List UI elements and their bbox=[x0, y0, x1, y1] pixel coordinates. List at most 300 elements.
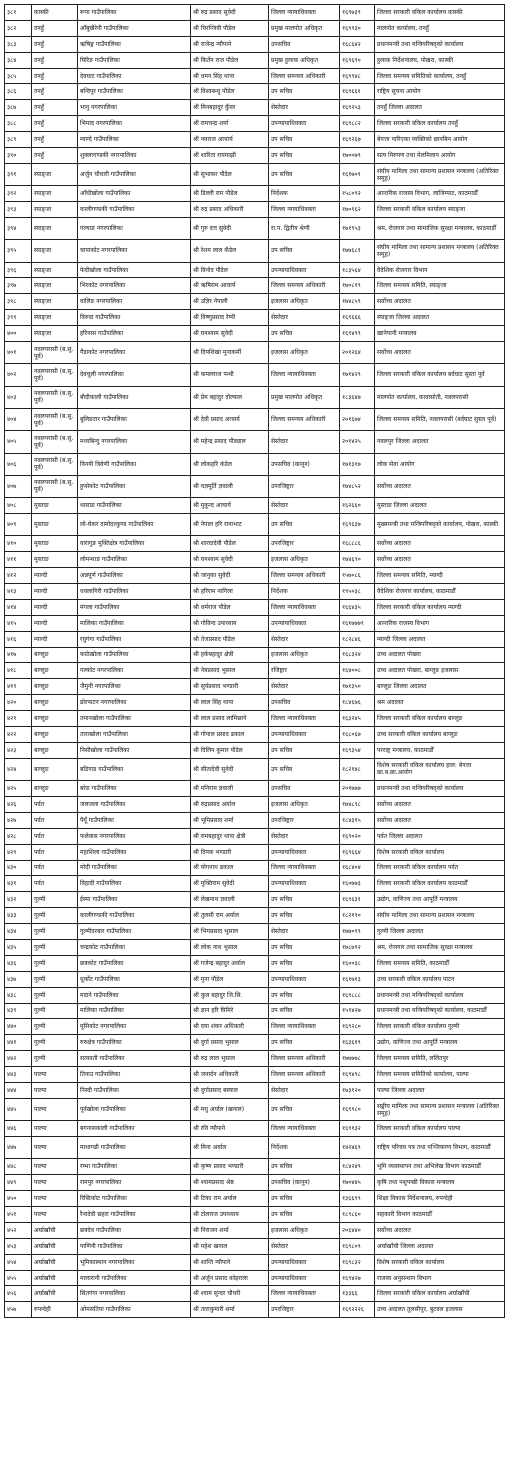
position-cell: उप सचिव bbox=[269, 240, 340, 262]
officer-name-cell: श्री मिना अर्याल bbox=[191, 1137, 269, 1159]
serial-number-cell: ४१२ bbox=[5, 568, 32, 584]
serial-number-cell: ४५६ bbox=[5, 1286, 32, 1302]
office-cell: लोक सेवा आयोग bbox=[375, 453, 505, 475]
employee-id-cell: १६९६६६ bbox=[340, 310, 375, 326]
office-cell: भूमि व्यवस्थापन तथा अभिलेख विभाग काठमाडौँ bbox=[375, 1159, 505, 1175]
serial-number-cell: ४२७ bbox=[5, 812, 32, 828]
table-row bbox=[5, 408, 505, 430]
serial-number-cell: ४३५ bbox=[5, 939, 32, 955]
officer-name-cell: श्री देवी प्रसाद आचार्य bbox=[191, 408, 269, 430]
office-cell: प्रधानमन्त्री तथा मन्त्रिपरिषद्को कार्यालय, काठमाडौँ bbox=[375, 1003, 505, 1019]
office-cell: जिल्ला समन्वय समिति, काठमाडौँ bbox=[375, 955, 505, 971]
district-cell: बाग्लुङ bbox=[32, 663, 78, 679]
table-row bbox=[5, 955, 505, 971]
position-cell: सेस्तेदार bbox=[269, 1082, 340, 1098]
officer-name-cell: श्री मिनबहादुर कुँवर bbox=[191, 100, 269, 116]
district-cell: तनहुँ bbox=[32, 20, 78, 36]
table-row bbox=[5, 240, 505, 262]
district-cell: गुल्मी bbox=[32, 1051, 78, 1067]
officer-name-cell: श्री रामबहादुर थापा क्षेत्री bbox=[191, 828, 269, 844]
office-cell: जिल्ला समन्वय समितिको कार्यालय, तनहुँ bbox=[375, 68, 505, 84]
position-cell: उप सचिव bbox=[269, 892, 340, 908]
employee-id-cell: १६९९४८ bbox=[340, 68, 375, 84]
position-cell: उपसचिव bbox=[269, 36, 340, 52]
table-row bbox=[5, 1051, 505, 1067]
officer-name-cell: श्री शारदादेवी पौडेल bbox=[191, 536, 269, 552]
position-cell: सेस्तेदार bbox=[269, 828, 340, 844]
table-row bbox=[5, 1121, 505, 1137]
officer-name-cell: श्री राजेन्द्र न्यौपाने bbox=[191, 36, 269, 52]
office-cell: सत्य निरुपण तथा मेलमिलाप आयोग bbox=[375, 148, 505, 164]
employee-id-cell: १६१७०१ bbox=[340, 163, 375, 185]
position-cell: जिल्ला न्यायाधिवक्ता bbox=[269, 1286, 340, 1302]
district-cell: पर्वत bbox=[32, 796, 78, 812]
position-cell: सेस्तेदार bbox=[269, 498, 340, 514]
serial-number-cell: ४२९ bbox=[5, 844, 32, 860]
office-cell: सर्वोच्च अदालत bbox=[375, 812, 505, 828]
district-cell: मुस्ताङ bbox=[32, 514, 78, 536]
local-body-cell: रैनादेवी छहरा गाउँपालिका bbox=[78, 1207, 191, 1223]
officer-name-cell: श्री रेशम लाल कँडेल bbox=[191, 240, 269, 262]
local-body-cell: मालिका गाउँपालिका bbox=[78, 1003, 191, 1019]
table-row bbox=[5, 52, 505, 68]
district-cell: गुल्मी bbox=[32, 1035, 78, 1051]
serial-number-cell: ३८३ bbox=[5, 36, 32, 52]
office-cell: जिल्ला सरकारी वकिल कार्यालय गुल्मी bbox=[375, 1019, 505, 1035]
district-cell: स्याङ्जा bbox=[32, 326, 78, 342]
employee-id-cell: १८२८४६ bbox=[340, 631, 375, 647]
serial-number-cell: ४३२ bbox=[5, 892, 32, 908]
local-body-cell: मध्यबिन्दु नगरपालिका bbox=[78, 431, 191, 453]
district-cell: गुल्मी bbox=[32, 924, 78, 940]
table-row bbox=[5, 615, 505, 631]
employee-id-cell: १५८०९२ bbox=[340, 186, 375, 202]
officer-name-cell: श्री भूमिप्रसाद शर्मा bbox=[191, 812, 269, 828]
district-cell: बाग्लुङ bbox=[32, 781, 78, 797]
district-cell: पाल्पा bbox=[32, 1191, 78, 1207]
table-row bbox=[5, 908, 505, 924]
serial-number-cell: ४४४ bbox=[5, 1082, 32, 1098]
local-body-cell: निसीखोला गाउँपालिका bbox=[78, 742, 191, 758]
table-row bbox=[5, 1207, 505, 1223]
table-row bbox=[5, 758, 505, 780]
local-body-cell: फेदीखोला गाउँपालिका bbox=[78, 262, 191, 278]
officer-name-cell: श्री गोविन्द उपाध्याय bbox=[191, 615, 269, 631]
employee-id-cell: १७१९५३ bbox=[340, 217, 375, 239]
position-cell: उप सचिव bbox=[269, 148, 340, 164]
office-cell: हुलाक निर्देशनालय, पोखरा, कास्की bbox=[375, 52, 505, 68]
district-cell: पर्वत bbox=[32, 876, 78, 892]
local-body-cell: भिरकोट नगरपालिका bbox=[78, 278, 191, 294]
officer-name-cell: श्री गुरु दत्त सुवेदी bbox=[191, 217, 269, 239]
office-cell: तनहुँ जिल्ला अदालत bbox=[375, 100, 505, 116]
district-cell: म्याग्दी bbox=[32, 631, 78, 647]
table-row bbox=[5, 631, 505, 647]
serial-number-cell: ३८६ bbox=[5, 84, 32, 100]
local-body-cell: रिब्दिकोट गाउँपालिका bbox=[78, 1191, 191, 1207]
district-cell: म्याग्दी bbox=[32, 583, 78, 599]
serial-number-cell: ३८८ bbox=[5, 116, 32, 132]
office-cell: वैदेशिक रोजगार विभाग bbox=[375, 262, 505, 278]
employee-id-cell: १६९४२७ bbox=[340, 1270, 375, 1286]
office-cell: जिल्ला सरकारी वकिल कार्यालय तनहुँ bbox=[375, 116, 505, 132]
officer-name-cell: श्री लेखनाथ ज्ञवाली bbox=[191, 892, 269, 908]
officer-name-cell: श्री लाल प्रसाद लामिछाने bbox=[191, 711, 269, 727]
local-body-cell: ओमसतिया गाउँपालिका bbox=[78, 1302, 191, 1318]
officer-name-cell: श्री डिल्ली राम पौडेल bbox=[191, 186, 269, 202]
table-row bbox=[5, 1019, 505, 1035]
position-cell: उपरजिष्ट्रार bbox=[269, 1302, 340, 1318]
position-cell: उपन्यायाधिवक्ता bbox=[269, 262, 340, 278]
employee-id-cell: १७७६८१ bbox=[340, 240, 375, 262]
district-cell: पाल्पा bbox=[32, 1207, 78, 1223]
serial-number-cell: ४१९ bbox=[5, 679, 32, 695]
employee-id-cell: २०१६७४ bbox=[340, 408, 375, 430]
office-cell: सर्वोच्च अदालत bbox=[375, 552, 505, 568]
position-cell: जिल्ला समन्वय अधिकारी bbox=[269, 1067, 340, 1083]
employee-id-cell: १३३६६ bbox=[340, 1286, 375, 1302]
officer-name-cell: श्री अर्जुन प्रसाद कोइराला bbox=[191, 1270, 269, 1286]
position-cell: जिल्ला न्यायाधिवक्ता bbox=[269, 202, 340, 218]
employee-id-cell: १६९२६७ bbox=[340, 132, 375, 148]
table-row bbox=[5, 36, 505, 52]
employee-id-cell: १७३१२० bbox=[340, 1082, 375, 1098]
table-row bbox=[5, 514, 505, 536]
district-cell: पाल्पा bbox=[32, 1121, 78, 1137]
local-body-cell: घिरिङ गाउँपालिका bbox=[78, 52, 191, 68]
district-cell: पाल्पा bbox=[32, 1137, 78, 1159]
office-cell: जिल्ला सरकारी वकिल कार्यालय काठमाडौँ bbox=[375, 876, 505, 892]
position-cell: इजलास अधिकृत bbox=[269, 796, 340, 812]
district-cell: कास्की bbox=[32, 5, 78, 21]
office-cell: संघीय मामिला तथा सामान्य प्रशासन मन्त्रालय (अतिरिक्त समूह) bbox=[375, 163, 505, 185]
serial-number-cell: ४१० bbox=[5, 536, 32, 552]
table-row bbox=[5, 1159, 505, 1175]
officer-name-cell: श्री रवि न्यौपाने bbox=[191, 1121, 269, 1137]
office-cell: सर्वोच्च अदालत bbox=[375, 475, 505, 497]
employee-id-cell: २०१२६४ bbox=[340, 342, 375, 364]
office-cell: मुख्यमन्त्री तथा मन्त्रिपरिषद्को कार्यालय, पोखरा, कास्की bbox=[375, 514, 505, 536]
serial-number-cell: ४२८ bbox=[5, 828, 32, 844]
local-body-cell: जलजला गाउँपालिका bbox=[78, 796, 191, 812]
district-cell: अर्घाखाँची bbox=[32, 1286, 78, 1302]
local-body-cell: सत्यवती गाउँपालिका bbox=[78, 1051, 191, 1067]
employee-id-cell: १६९६९० bbox=[340, 52, 375, 68]
local-body-cell: बुलिङटार गाउँपालिका bbox=[78, 408, 191, 430]
officer-name-cell: श्री विश्वबन्धु पौडेल bbox=[191, 84, 269, 100]
serial-number-cell: ३९८ bbox=[5, 294, 32, 310]
position-cell: उपन्यायाधिवक्ता bbox=[269, 1270, 340, 1286]
table-row bbox=[5, 971, 505, 987]
employee-id-cell: १६९२८० bbox=[340, 1019, 375, 1035]
table-row bbox=[5, 278, 505, 294]
serial-number-cell: ४३९ bbox=[5, 1003, 32, 1019]
serial-number-cell: ४०६ bbox=[5, 453, 32, 475]
local-body-cell: छत्रकोट गाउँपालिका bbox=[78, 955, 191, 971]
employee-id-cell: १६१७७७९ bbox=[340, 615, 375, 631]
position-cell: इजलास अधिकृत bbox=[269, 552, 340, 568]
local-body-cell: मुसिकोट नगरपालिका bbox=[78, 1019, 191, 1035]
officer-name-cell: श्री लाल सिंह थापा bbox=[191, 695, 269, 711]
officer-name-cell: श्री जनार्दन अधिकारी bbox=[191, 1067, 269, 1083]
table-row bbox=[5, 844, 505, 860]
serial-number-cell: ४०४ bbox=[5, 408, 32, 430]
table-row bbox=[5, 663, 505, 679]
table-row bbox=[5, 100, 505, 116]
table-row bbox=[5, 742, 505, 758]
position-cell: उपसचिव bbox=[269, 695, 340, 711]
local-body-cell: चापाकोट नगरपालिका bbox=[78, 240, 191, 262]
position-cell: जिल्ला समन्वय अधिकारी bbox=[269, 408, 340, 430]
local-body-cell: भानु नगरपालिका bbox=[78, 100, 191, 116]
serial-number-cell: ३९६ bbox=[5, 262, 32, 278]
district-cell: बाग्लुङ bbox=[32, 742, 78, 758]
district-cell: स्याङ्जा bbox=[32, 262, 78, 278]
table-row bbox=[5, 294, 505, 310]
position-cell: उप सचिव bbox=[269, 987, 340, 1003]
office-cell: म्याग्दी जिल्ला अदालत bbox=[375, 631, 505, 647]
local-body-cell: सितगंगा नगरपालिका bbox=[78, 1286, 191, 1302]
table-row bbox=[5, 679, 505, 695]
employee-id-cell: १६९२५३ bbox=[340, 100, 375, 116]
position-cell: उप सचिव bbox=[269, 132, 340, 148]
table-row bbox=[5, 364, 505, 386]
officer-name-cell: श्री रुद्र प्रसाद अधिकारी bbox=[191, 202, 269, 218]
position-cell: उप सचिव bbox=[269, 742, 340, 758]
office-cell: जिल्ला समन्वय समिति, नवलपरासी (बर्दघाट सुस्ता पूर्व) bbox=[375, 408, 505, 430]
district-cell: स्याङ्जा bbox=[32, 240, 78, 262]
position-cell: जिल्ला न्यायाधिवक्ता bbox=[269, 860, 340, 876]
table-row bbox=[5, 796, 505, 812]
officer-name-cell: श्री घनश्याम सुवेदी bbox=[191, 326, 269, 342]
table-row bbox=[5, 84, 505, 100]
position-cell: उप सचिव bbox=[269, 908, 340, 924]
officer-name-cell: श्री विष्णुप्रसाद रेग्मी bbox=[191, 310, 269, 326]
local-body-cell: भिमाद नगरपालिका bbox=[78, 116, 191, 132]
serial-number-cell: ४२४ bbox=[5, 758, 32, 780]
serial-number-cell: ३९१ bbox=[5, 163, 32, 185]
table-row bbox=[5, 202, 505, 218]
employee-id-cell: १६३६१९ bbox=[340, 1035, 375, 1051]
district-cell: पर्वत bbox=[32, 860, 78, 876]
district-cell: पर्वत bbox=[32, 844, 78, 860]
local-body-cell: गुल्मीदरबार गाउँपालिका bbox=[78, 924, 191, 940]
serial-number-cell: ४०९ bbox=[5, 514, 32, 536]
employee-id-cell: १६९२२२६ bbox=[340, 1302, 375, 1318]
office-cell: विशेष सरकारी वकिल कार्यालय bbox=[375, 844, 505, 860]
officer-name-cell: श्री महेन्द्र प्रसाद पौड्याल bbox=[191, 431, 269, 453]
employee-id-cell: १६९६६४ bbox=[340, 844, 375, 860]
officer-name-cell: श्री योगनाथ ढकाल bbox=[191, 860, 269, 876]
district-cell: तनहुँ bbox=[32, 84, 78, 100]
table-row bbox=[5, 711, 505, 727]
officer-name-cell: श्री धर्मराज पौडेल bbox=[191, 599, 269, 615]
office-cell: उच्च अदालत पोखरा bbox=[375, 647, 505, 663]
employee-id-cell: २०६४४० bbox=[340, 1222, 375, 1238]
table-row bbox=[5, 498, 505, 514]
table-row bbox=[5, 186, 505, 202]
office-cell: श्रम अदालत bbox=[375, 695, 505, 711]
position-cell: रजिष्ट्रार bbox=[269, 663, 340, 679]
district-cell: नवलपरासी (ब.सु. पूर्व) bbox=[32, 364, 78, 386]
local-body-cell: फलेवास नगरपालिका bbox=[78, 828, 191, 844]
serial-number-cell: ४०३ bbox=[5, 386, 32, 408]
table-row bbox=[5, 1137, 505, 1159]
office-cell: श्रम, रोजगार तथा सामाजिक सुरक्षा मन्त्रालय bbox=[375, 939, 505, 955]
serial-number-cell: ४०२ bbox=[5, 364, 32, 386]
district-cell: बाग्लुङ bbox=[32, 711, 78, 727]
employee-id-cell: १७००७९ bbox=[340, 148, 375, 164]
table-row bbox=[5, 536, 505, 552]
officer-name-cell: श्री दिपक भण्डारी bbox=[191, 844, 269, 860]
table-row bbox=[5, 1175, 505, 1191]
employee-id-cell: १६९६६१ bbox=[340, 84, 375, 100]
position-cell: निर्देशक bbox=[269, 186, 340, 202]
serial-number-cell: ४५५ bbox=[5, 1270, 32, 1286]
local-body-cell: ईस्मा गाउँपालिका bbox=[78, 892, 191, 908]
office-cell: उच्च सरकारी वकिल कार्यालय बाग्लुङ bbox=[375, 726, 505, 742]
local-body-cell: गल्कोट नगरपालिका bbox=[78, 663, 191, 679]
officer-name-cell: श्री घनश्याम सुवेदी bbox=[191, 552, 269, 568]
serial-number-cell: ४३४ bbox=[5, 924, 32, 940]
officer-name-cell: श्री रुद्र लाल भुसाल bbox=[191, 1051, 269, 1067]
table-row bbox=[5, 583, 505, 599]
district-cell: रुपन्देही bbox=[32, 1302, 78, 1318]
local-body-cell: वालिङ नगरपालिका bbox=[78, 294, 191, 310]
table-row bbox=[5, 132, 505, 148]
office-cell: सर्वोच्च अदालत bbox=[375, 294, 505, 310]
serial-number-cell: ४१७ bbox=[5, 647, 32, 663]
table-row bbox=[5, 68, 505, 84]
position-cell: सेस्तेदार bbox=[269, 100, 340, 116]
table-row bbox=[5, 475, 505, 497]
serial-number-cell: ४३६ bbox=[5, 955, 32, 971]
position-cell: जिल्ला न्यायाधिवक्ता bbox=[269, 364, 340, 386]
position-cell: उपन्यायाधिवक्ता bbox=[269, 844, 340, 860]
district-cell: नवलपरासी (ब.सु. पूर्व) bbox=[32, 453, 78, 475]
serial-number-cell: ४४१ bbox=[5, 1035, 32, 1051]
office-cell: विशेष सरकारी वकिल कार्यालय bbox=[375, 1254, 505, 1270]
district-cell: नवलपरासी (ब.सु. पूर्व) bbox=[32, 386, 78, 408]
employee-id-cell: १८४३१५ bbox=[340, 812, 375, 828]
local-body-cell: ताराखोला गाउँपालिका bbox=[78, 726, 191, 742]
position-cell: जिल्ला समन्वय अधिकारी bbox=[269, 568, 340, 584]
officer-name-cell: श्री दुर्गा प्रसाद भुसाल bbox=[191, 1035, 269, 1051]
local-body-cell: बन्दिपुर गाउँपालिका bbox=[78, 84, 191, 100]
officer-name-cell: श्री नेत्रप्रसाद भुसाल bbox=[191, 663, 269, 679]
table-row bbox=[5, 1254, 505, 1270]
officer-name-cell: श्री भिमप्रसाद भुसाल bbox=[191, 924, 269, 940]
position-cell: उप सचिव bbox=[269, 955, 340, 971]
local-body-cell: देवचुली नगरपालिका bbox=[78, 364, 191, 386]
district-cell: तनहुँ bbox=[32, 132, 78, 148]
officer-name-cell: श्री कुल बहादुर जि.सि. bbox=[191, 987, 269, 1003]
serial-number-cell: ३८१ bbox=[5, 5, 32, 21]
district-cell: तनहुँ bbox=[32, 68, 78, 84]
table-row bbox=[5, 1191, 505, 1207]
district-cell: तनहुँ bbox=[32, 148, 78, 164]
local-body-cell: हरिनास गाउँपालिका bbox=[78, 326, 191, 342]
table-row bbox=[5, 116, 505, 132]
serial-number-cell: ४२० bbox=[5, 695, 32, 711]
employee-id-cell: १८३६४७ bbox=[340, 386, 375, 408]
employee-id-cell: १६९१३२ bbox=[340, 1121, 375, 1137]
local-body-cell: ऋषिङ्ग गाउँपालिका bbox=[78, 36, 191, 52]
office-cell: गुल्मी जिल्ला अदालत bbox=[375, 924, 505, 940]
position-cell: उप सचिव bbox=[269, 514, 340, 536]
local-body-cell: तिनाउ गाउँपालिका bbox=[78, 1067, 191, 1083]
local-body-cell: पाणिनी गाउँपालिका bbox=[78, 1238, 191, 1254]
office-cell: सर्वोच्च अदालत bbox=[375, 1222, 505, 1238]
local-body-cell: बगनासकाली गाउँपालिका bbox=[78, 1121, 191, 1137]
employee-id-cell: १६९९३० bbox=[340, 20, 375, 36]
office-cell: मालपोत कार्यालय, तनहुँ bbox=[375, 20, 505, 36]
local-body-cell: कालीगण्डकी गाउँपालिका bbox=[78, 202, 191, 218]
district-cell: तनहुँ bbox=[32, 100, 78, 116]
serial-number-cell: ४३३ bbox=[5, 908, 32, 924]
local-body-cell: आँबुखैरेनी गाउँपालिका bbox=[78, 20, 191, 36]
serial-number-cell: ४०५ bbox=[5, 431, 32, 453]
serial-number-cell: ४३७ bbox=[5, 971, 32, 987]
officer-name-cell: श्री तुलसी राम अर्याल bbox=[191, 908, 269, 924]
position-cell: इजलास अधिकृत bbox=[269, 1222, 340, 1238]
district-cell: तनहुँ bbox=[32, 52, 78, 68]
officer-name-cell: श्री रुद्र प्रसाद सुवेदी bbox=[191, 5, 269, 21]
officer-name-cell: श्री दया शंकर अधिकारी bbox=[191, 1019, 269, 1035]
officer-name-cell: श्री विनोद पौडेल bbox=[191, 262, 269, 278]
officer-name-cell: श्री गजेन्द्र बहादुर अर्याल bbox=[191, 955, 269, 971]
local-body-cell: म्याग्दे गाउँपालिका bbox=[78, 132, 191, 148]
serial-number-cell: ३९४ bbox=[5, 217, 32, 239]
position-cell: जिल्ला समन्वय अधिकारी bbox=[269, 278, 340, 294]
serial-number-cell: ४०८ bbox=[5, 498, 32, 514]
serial-number-cell: ३८५ bbox=[5, 68, 32, 84]
table-row bbox=[5, 342, 505, 364]
local-body-cell: रम्भा गाउँपालिका bbox=[78, 1159, 191, 1175]
table-row bbox=[5, 1067, 505, 1083]
table-row bbox=[5, 453, 505, 475]
employee-id-cell: १७०४४५ bbox=[340, 1175, 375, 1191]
district-cell: अर्घाखाँची bbox=[32, 1222, 78, 1238]
local-body-cell: बडिगाड गाउँपालिका bbox=[78, 758, 191, 780]
serial-number-cell: ३९३ bbox=[5, 202, 32, 218]
office-cell: संघीय मामिला तथा सामान्य प्रशासन मन्त्रालय bbox=[375, 908, 505, 924]
office-cell: जिल्ला सरकारी वकिल कार्यालय कास्की bbox=[375, 5, 505, 21]
office-cell: सर्वोच्च अदालत bbox=[375, 536, 505, 552]
local-body-cell: माथागढी गाउँपालिका bbox=[78, 1137, 191, 1159]
serial-number-cell: ४०१ bbox=[5, 342, 32, 364]
serial-number-cell: ३८२ bbox=[5, 20, 32, 36]
district-cell: अर्घाखाँची bbox=[32, 1270, 78, 1286]
position-cell: उपन्यायाधिवक्ता bbox=[269, 1254, 340, 1270]
office-cell: मुस्ताङ जिल्ला अदालत bbox=[375, 498, 505, 514]
local-body-cell: गल्याङ नगरपालिका bbox=[78, 217, 191, 239]
table-row bbox=[5, 1098, 505, 1120]
local-body-cell: रुरुक्षेत्र गाउँपालिका bbox=[78, 1035, 191, 1051]
local-body-cell: वारागुङ मुक्तिक्षेत्र गाउँपालिका bbox=[78, 536, 191, 552]
district-cell: गुल्मी bbox=[32, 1003, 78, 1019]
employee-id-cell: १६९७३९ bbox=[340, 5, 375, 21]
employee-id-cell: १७४८५९ bbox=[340, 294, 375, 310]
officer-name-cell: श्री मुना पौडेल bbox=[191, 971, 269, 987]
serial-number-cell: ४३८ bbox=[5, 987, 32, 1003]
position-cell: जिल्ला न्यायाधिवक्ता bbox=[269, 5, 340, 21]
district-cell: पाल्पा bbox=[32, 1175, 78, 1191]
table-row bbox=[5, 647, 505, 663]
local-body-cell: जैमुनी नगरपालिका bbox=[78, 679, 191, 695]
position-cell: प्रमुख मालपोत अधिकृत bbox=[269, 386, 340, 408]
district-cell: म्याग्दी bbox=[32, 615, 78, 631]
